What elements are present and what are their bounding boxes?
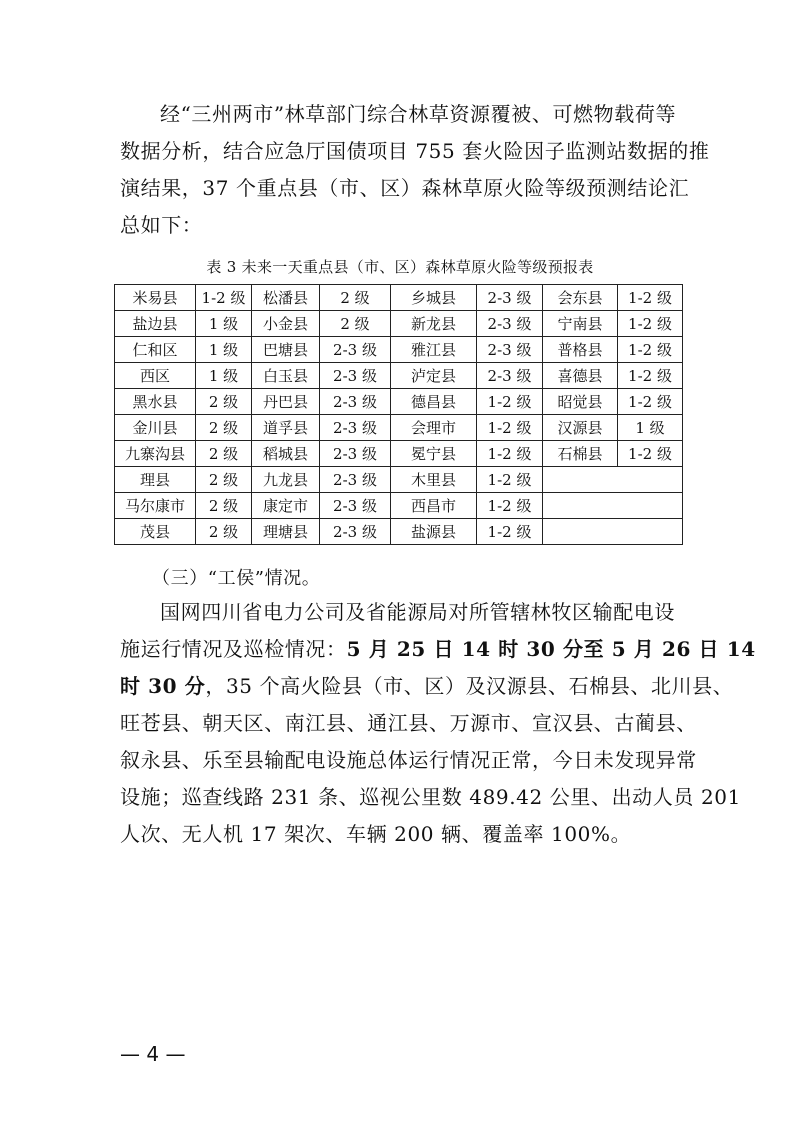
risk-level-cell: 1-2 级	[196, 285, 252, 311]
county-cell: 道孚县	[252, 415, 320, 441]
risk-level-cell: 2-3 级	[320, 467, 391, 493]
risk-level-cell: 2-3 级	[320, 519, 391, 545]
county-cell: 马尔康市	[115, 493, 196, 519]
page-number: — 4 —	[120, 1042, 186, 1066]
risk-level-cell: 2 级	[196, 519, 252, 545]
time-range-start: 5 月 25 日 14 时 30 分至 5 月 26 日 14	[346, 637, 756, 661]
county-cell: 盐源县	[391, 519, 477, 545]
county-cell: 冕宁县	[391, 441, 477, 467]
risk-level-cell: 1-2 级	[477, 441, 543, 467]
risk-level-cell: 2 级	[320, 285, 391, 311]
section-line-2	[120, 631, 756, 668]
section-line-4: 旺苍县、朝天区、南江县、通江县、万源市、宣汉县、古蔺县、	[120, 711, 697, 735]
county-cell: 黑水县	[115, 389, 196, 415]
table-row	[115, 363, 683, 389]
risk-level-cell: 2-3 级	[477, 363, 543, 389]
risk-level-cell: 2 级	[196, 467, 252, 493]
risk-level-cell: 1-2 级	[618, 285, 683, 311]
section-paragraph	[120, 594, 756, 853]
risk-level-cell: 1-2 级	[618, 389, 683, 415]
table-row	[115, 389, 683, 415]
county-cell: 普格县	[543, 337, 618, 363]
risk-level-cell: 1-2 级	[618, 441, 683, 467]
county-cell: 宁南县	[543, 311, 618, 337]
county-cell: 盐边县	[115, 311, 196, 337]
county-cell: 会东县	[543, 285, 618, 311]
risk-level-cell: 2 级	[320, 311, 391, 337]
table-caption: 表 3 未来一天重点县（市、区）森林草原火险等级预报表	[206, 258, 594, 276]
risk-level-cell: 1-2 级	[618, 363, 683, 389]
risk-level-cell: 2-3 级	[320, 363, 391, 389]
intro-line-1: 经“三州两市”林草部门综合林草资源覆被、可燃物载荷等	[160, 102, 677, 126]
risk-level-cell: 1 级	[196, 311, 252, 337]
county-cell: 松潘县	[252, 285, 320, 311]
risk-level-cell: 2-3 级	[477, 311, 543, 337]
table-row	[115, 311, 683, 337]
county-cell: 稻城县	[252, 441, 320, 467]
county-cell: 仁和区	[115, 337, 196, 363]
county-cell: 理县	[115, 467, 196, 493]
fire-risk-table	[114, 284, 683, 545]
county-cell: 德昌县	[391, 389, 477, 415]
section-line-6: 设施；巡查线路 231 条、巡视公里数 489.42 公里、出动人员 201	[120, 785, 741, 809]
risk-level-cell: 1 级	[196, 363, 252, 389]
risk-level-cell: 2 级	[196, 415, 252, 441]
county-cell: 小金县	[252, 311, 320, 337]
intro-line-4: 总如下：	[120, 213, 203, 237]
risk-level-cell: 1-2 级	[618, 337, 683, 363]
section-heading: （三）“工侯”情况。	[152, 568, 321, 589]
risk-level-cell: 2-3 级	[477, 285, 543, 311]
risk-level-cell: 2 级	[196, 441, 252, 467]
section-line-1: 国网四川省电力公司及省能源局对所管辖林牧区输配电设	[160, 600, 675, 624]
table-row	[115, 337, 683, 363]
county-cell: 雅江县	[391, 337, 477, 363]
county-cell: 喜德县	[543, 363, 618, 389]
county-cell: 康定市	[252, 493, 320, 519]
intro-line-3: 演结果，37 个重点县（市、区）森林草原火险等级预测结论汇	[120, 176, 690, 200]
section-line-2-text: 施运行情况及巡检情况：	[120, 637, 347, 661]
table-row	[115, 467, 683, 493]
risk-level-cell: 1-2 级	[477, 519, 543, 545]
county-cell: 丹巴县	[252, 389, 320, 415]
table-row	[115, 415, 683, 441]
table-row	[115, 441, 683, 467]
county-cell: 巴塘县	[252, 337, 320, 363]
risk-level-cell: 1-2 级	[618, 311, 683, 337]
county-cell: 九龙县	[252, 467, 320, 493]
risk-level-cell: 2 级	[196, 389, 252, 415]
county-cell: 金川县	[115, 415, 196, 441]
county-cell: 西区	[115, 363, 196, 389]
risk-level-cell: 1-2 级	[477, 415, 543, 441]
risk-level-cell: 1 级	[618, 415, 683, 441]
risk-level-cell: 2-3 级	[320, 389, 391, 415]
risk-level-cell: 2-3 级	[477, 337, 543, 363]
risk-level-cell: 1-2 级	[477, 493, 543, 519]
county-cell: 乡城县	[391, 285, 477, 311]
table-row	[115, 493, 683, 519]
risk-level-cell: 1-2 级	[477, 467, 543, 493]
county-cell: 新龙县	[391, 311, 477, 337]
section-line-3-text: ，35 个高火险县（市、区）及汉源县、石棉县、北川县、	[205, 674, 734, 698]
risk-level-cell: 1 级	[196, 337, 252, 363]
county-cell: 西昌市	[391, 493, 477, 519]
county-cell: 汉源县	[543, 415, 618, 441]
table-row	[115, 519, 683, 545]
section-line-3	[120, 668, 734, 705]
table-row	[115, 285, 683, 311]
risk-level-cell: 2-3 级	[320, 415, 391, 441]
county-cell: 昭觉县	[543, 389, 618, 415]
county-cell: 茂县	[115, 519, 196, 545]
county-cell: 会理市	[391, 415, 477, 441]
empty-cell	[543, 519, 683, 545]
risk-level-cell: 2-3 级	[320, 493, 391, 519]
risk-level-cell: 2-3 级	[320, 441, 391, 467]
county-cell: 九寨沟县	[115, 441, 196, 467]
county-cell: 木里县	[391, 467, 477, 493]
risk-level-cell: 2-3 级	[320, 337, 391, 363]
empty-cell	[543, 493, 683, 519]
intro-line-2: 数据分析，结合应急厅国债项目 755 套火险因子监测站数据的推	[120, 139, 710, 163]
section-line-5: 叙永县、乐至县输配电设施总体运行情况正常，今日未发现异常	[120, 748, 697, 772]
county-cell: 理塘县	[252, 519, 320, 545]
county-cell: 泸定县	[391, 363, 477, 389]
county-cell: 白玉县	[252, 363, 320, 389]
time-range-end: 时 30 分	[120, 674, 206, 698]
section-line-7: 人次、无人机 17 架次、车辆 200 辆、覆盖率 100%。	[120, 822, 632, 846]
county-cell: 石棉县	[543, 441, 618, 467]
risk-level-cell: 2 级	[196, 493, 252, 519]
county-cell: 米易县	[115, 285, 196, 311]
risk-level-cell: 1-2 级	[477, 389, 543, 415]
empty-cell	[543, 467, 683, 493]
intro-paragraph	[120, 96, 710, 244]
